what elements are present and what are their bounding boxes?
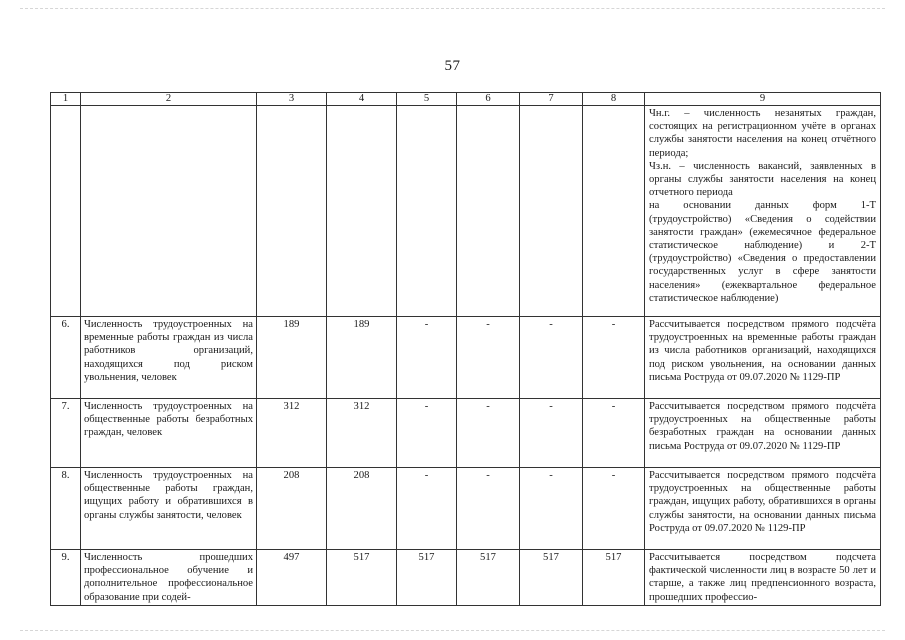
value-cell: 517 <box>327 550 397 606</box>
header-cell: 8 <box>583 93 645 106</box>
header-cell: 7 <box>520 93 583 106</box>
table-row <box>51 399 881 468</box>
header-cell: 3 <box>257 93 327 106</box>
table-row <box>51 550 881 606</box>
value-cell: - <box>520 399 583 468</box>
indicators-table <box>50 92 881 606</box>
method-description <box>645 106 881 317</box>
value-cell <box>327 106 397 317</box>
value-cell: - <box>457 468 520 550</box>
value-cell: - <box>457 399 520 468</box>
header-cell: 2 <box>81 93 257 106</box>
header-cell: 1 <box>51 93 81 106</box>
row-index: 7. <box>51 399 81 468</box>
method-description: Рассчитывается посредством прямого подсчёта трудоустроенных на временные работы граждан из числа работников организаций, находящихся под риском увольнения, на основании данных письма Роструда от 09.07.2020 № 1129-ПР <box>645 317 881 399</box>
value-cell: - <box>583 317 645 399</box>
value-cell <box>257 106 327 317</box>
value-cell: 189 <box>327 317 397 399</box>
scan-artifact-top <box>20 8 885 9</box>
table-row <box>51 317 881 399</box>
header-cell: 4 <box>327 93 397 106</box>
value-cell <box>397 106 457 317</box>
indicator-name: Численность трудоустроенных на общественные работы безработных граждан, человек <box>81 399 257 468</box>
value-cell <box>520 106 583 317</box>
header-cell: 6 <box>457 93 520 106</box>
method-text: Чн.г. – численность незанятых граждан, состоящих на регистрационном учёте в органах службы занятости населения на конец отчётного периода; Чз.н. – численность вакансий, заявленных в органы службы занятости населения на конец отчетного периода на основании данных форм 1-Т (трудоустройство) «Сведения о содействии занятости граждан» (ежемесячное федеральное статистическое наблюдение) и 2-Т (трудоустройство) «Сведения о предоставлении государственных услуг в сфере занятости населения» (ежеквартальное федеральное статистическое наблюдение) <box>649 108 876 304</box>
value-cell: - <box>397 468 457 550</box>
value-cell: - <box>457 317 520 399</box>
header-cell: 9 <box>645 93 881 106</box>
value-cell: 312 <box>257 399 327 468</box>
indicator-name: Численность трудоустроенных на временные работы граждан из числа работников организаций, находящихся под риском увольнения, человек <box>81 317 257 399</box>
value-cell <box>583 106 645 317</box>
row-index: 6. <box>51 317 81 399</box>
method-description: Рассчитывается посредством прямого подсчёта трудоустроенных на общественные работы безработных граждан на основании данных письма Роструда от 09.07.2020 № 1129-ПР <box>645 399 881 468</box>
indicator-name <box>81 106 257 317</box>
method-description: Рассчитывается посредством подсчета фактической численности лиц в возрасте 50 лет и старше, а также лиц предпенсионного возраста, прошедших профессио- <box>645 550 881 606</box>
header-cell: 5 <box>397 93 457 106</box>
value-cell: 189 <box>257 317 327 399</box>
value-cell: - <box>397 399 457 468</box>
table-row <box>51 106 881 317</box>
value-cell: 517 <box>583 550 645 606</box>
method-description: Рассчитывается посредством прямого подсчёта трудоустроенных на общественные работы граждан, ищущих работу, обратившихся в органы службы занятости, на основании данных письма Роструда от 09.07.2020 № 1129-ПР <box>645 468 881 550</box>
value-cell: 517 <box>520 550 583 606</box>
value-cell: - <box>520 317 583 399</box>
row-index: 9. <box>51 550 81 606</box>
value-cell: 208 <box>327 468 397 550</box>
scan-artifact-bottom <box>20 630 885 631</box>
page-number: 57 <box>444 58 461 74</box>
value-cell: 517 <box>397 550 457 606</box>
value-cell: - <box>397 317 457 399</box>
value-cell: 497 <box>257 550 327 606</box>
row-index: 8. <box>51 468 81 550</box>
value-cell: - <box>520 468 583 550</box>
value-cell: - <box>583 399 645 468</box>
table-header-row <box>51 93 881 106</box>
value-cell: 208 <box>257 468 327 550</box>
table-row <box>51 468 881 550</box>
row-index <box>51 106 81 317</box>
indicator-name: Численность прошедших профессиональное обучение и дополнительное профессиональное образование при содей- <box>81 550 257 606</box>
value-cell <box>457 106 520 317</box>
value-cell: - <box>583 468 645 550</box>
value-cell: 517 <box>457 550 520 606</box>
value-cell: 312 <box>327 399 397 468</box>
indicator-name: Численность трудоустроенных на общественные работы граждан, ищущих работу и обратившихся в органы службы занятости, человек <box>81 468 257 550</box>
